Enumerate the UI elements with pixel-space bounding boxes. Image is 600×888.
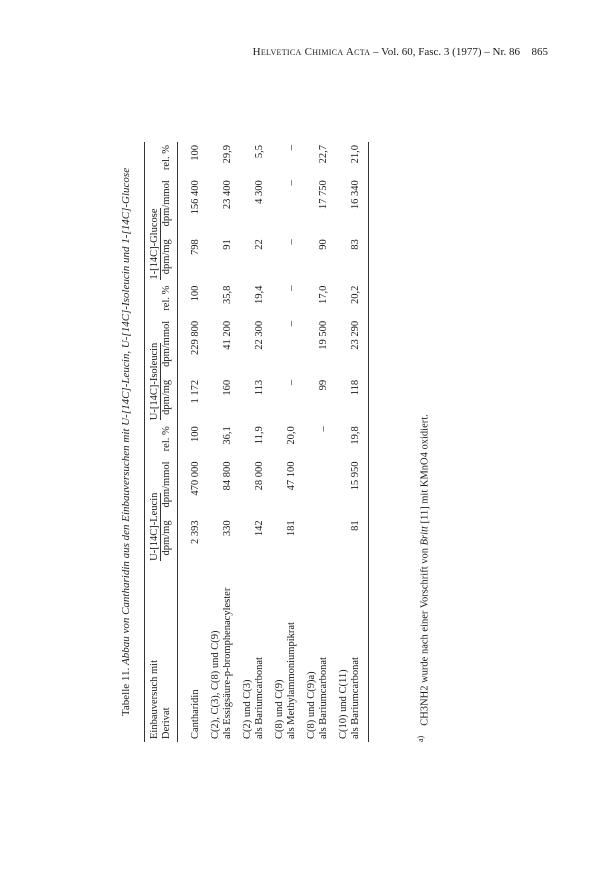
col-header-rel-percent: rel. %: [161, 283, 178, 318]
footnote-author: Britt: [419, 526, 431, 546]
caption-text: Abbau von Cantharidin aus den Einbauversuchen mit U-[14C]-Leucin, U-[14C]-Isoleucin und 1-[14C]-Glucose: [120, 167, 132, 666]
col-header-dpm-mg: dpm/mg: [161, 377, 178, 423]
cell: 81: [330, 517, 369, 563]
caption-label: Tabelle 11.: [120, 667, 132, 717]
cell: –: [286, 320, 297, 327]
row-label: [202, 564, 234, 742]
row-label: [298, 564, 330, 742]
row-label-line1: C(8) und C(9)a): [306, 671, 317, 739]
table-row: [178, 142, 203, 742]
cell: 15 950: [330, 458, 369, 517]
cell: 100: [190, 145, 201, 161]
col-header-dpm-mmol: dpm/mmol: [161, 318, 178, 377]
cell: 28 000: [254, 461, 265, 491]
group-label-glucose: 1-[14C]-Glucose: [149, 208, 160, 280]
cell: 470 000: [190, 461, 201, 496]
group-header-isoleucin: [145, 283, 162, 424]
row-header-cell: [145, 564, 178, 742]
footnote-text-after: [11] mit KMnO4 oxidiert.: [419, 414, 431, 524]
table-row: [234, 142, 266, 742]
rotated-table-area: [118, 142, 438, 742]
row-label-line1: C(10) und C(11): [338, 669, 349, 739]
cell: 99: [318, 379, 329, 391]
row-label: [178, 564, 203, 742]
col-header-rel-percent: rel. %: [161, 423, 178, 458]
footnote-text-before: CH3NH2 wurde nach einer Vorschrift von: [419, 547, 431, 726]
cell: [298, 458, 330, 517]
cell: 19 500: [318, 320, 329, 350]
cell: 91: [222, 239, 233, 250]
group-header-row: [145, 142, 162, 742]
cell: 156 400: [190, 180, 201, 215]
journal-volume-info: – Vol. 60, Fasc. 3 (1977) – Nr. 86: [373, 46, 520, 58]
cell: –: [286, 379, 297, 386]
cell: 90: [318, 239, 329, 250]
cell: –: [286, 145, 297, 151]
col-header-dpm-mmol: dpm/mmol: [161, 177, 178, 236]
group-header-leucin: [145, 423, 162, 564]
col-header-dpm-mmol: dpm/mmol: [161, 458, 178, 517]
cell: –: [286, 180, 297, 186]
cell: 142: [254, 520, 265, 537]
rotated-content: [118, 142, 438, 742]
row-header-line1: Einbauversuch mit: [149, 659, 160, 739]
cell: 22 300: [254, 320, 265, 350]
cell: 16 340: [330, 177, 369, 236]
cell: 4 300: [254, 180, 265, 204]
cell: 2 393: [190, 520, 201, 545]
row-label-line1: Cantharidin: [190, 689, 201, 739]
cell: 100: [190, 426, 201, 442]
col-header-dpm-mg: dpm/mg: [161, 517, 178, 563]
cell: 23 400: [222, 180, 233, 210]
cell: 35,8: [222, 285, 233, 305]
cell: 47 100: [286, 461, 297, 491]
row-label-line2: als Bariumcarbonat: [254, 657, 265, 739]
row-label-line1: C(2), C(3), C(8) und C(9): [210, 630, 221, 739]
cell: 23 290: [330, 318, 369, 377]
journal-citation: [253, 46, 520, 58]
row-header-line2: Derivat: [161, 707, 172, 739]
cell: 1 172: [190, 379, 201, 404]
row-label-line1: C(2) und C(3): [242, 679, 253, 739]
cell: 113: [254, 379, 265, 396]
cell: 229 800: [190, 320, 201, 355]
row-label-line2: als Essigsäure-p-bromphenacylester: [222, 587, 233, 739]
cell: 22,7: [318, 145, 329, 164]
cell: 83: [330, 236, 369, 282]
row-label-line2: als Bariumcarbonat: [350, 657, 361, 739]
col-header-rel-percent: rel. %: [161, 142, 178, 177]
cell: 20,0: [286, 426, 297, 445]
journal-name: Helvetica Chimica Acta: [252, 46, 371, 58]
cell: 11,9: [254, 426, 265, 445]
footnote-marker: a): [416, 735, 425, 742]
cell: 19,4: [254, 285, 265, 305]
cell: 330: [222, 520, 233, 537]
table-row: [330, 142, 369, 742]
page-header: [0, 46, 600, 62]
cell: 160: [222, 379, 233, 396]
page-number: 865: [531, 46, 548, 58]
row-label: [266, 564, 298, 742]
table-row: [202, 142, 234, 742]
cell: 41 200: [222, 320, 233, 350]
row-label-line2: als Methylammoniumpikrat: [286, 622, 297, 739]
cell: 181: [286, 520, 297, 537]
cell: 5,5: [254, 145, 265, 159]
row-label: [330, 564, 369, 742]
cell: –: [286, 239, 297, 245]
table-row: [298, 142, 330, 742]
cell: 20,2: [330, 283, 369, 318]
col-header-dpm-mg: dpm/mg: [161, 236, 178, 282]
row-label: [234, 564, 266, 742]
cell: 21,0: [330, 142, 369, 177]
cell: [298, 517, 330, 563]
table-row: [266, 142, 298, 742]
group-header-glucose: [145, 142, 162, 283]
cell: 19,8: [330, 423, 369, 458]
table-footnote: [416, 414, 431, 742]
row-label-line1: C(8) und C(9): [274, 679, 285, 739]
cell: 100: [190, 285, 201, 302]
cell: 118: [330, 377, 369, 423]
cell: –: [318, 426, 329, 432]
cell: 29,9: [222, 145, 233, 164]
cell: –: [286, 285, 297, 291]
cell: 84 800: [222, 461, 233, 491]
cell: 36,1: [222, 426, 233, 445]
cell: 798: [190, 239, 201, 255]
row-label-line2: als Bariumcarbonat: [318, 657, 329, 739]
table-caption: [120, 142, 132, 742]
data-table: [144, 142, 369, 742]
group-label-isoleucin: U-[14C]-Isoleucin: [149, 342, 160, 421]
cell: 17,0: [318, 285, 329, 305]
cell: 22: [254, 239, 265, 250]
cell: 17 750: [318, 180, 329, 210]
group-label-leucin: U-[14C]-Leucin: [149, 492, 160, 561]
